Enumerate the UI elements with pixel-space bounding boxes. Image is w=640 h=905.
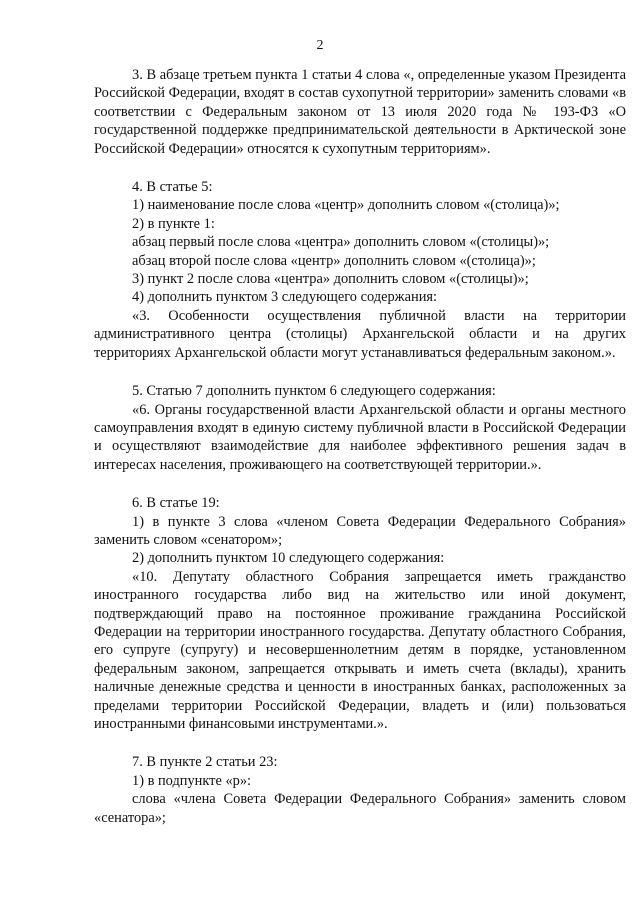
paragraph-5-quote: «6. Органы государственной власти Архангельской области и органы местного самоуправления входят в единую систему публичной власти в Российской Федерации и осуществляют взаимодействие для наиболее эффективного решения задач в интересах населения, проживающего на соответствующей территории.».	[94, 401, 626, 473]
document-body	[94, 66, 626, 827]
paragraph-3: 3. В абзаце третьем пункта 1 статьи 4 слова «, определенные указом Президента Российской Федерации, входят в состав сухопутной территории» заменить словами «в соответствии с Федеральным законом от 13 июля 2020 года № 193-ФЗ «О государственной поддержке предпринимательской деятельности в Арктической зоне Российской Федерации» относятся к сухопутным территориям».	[94, 67, 626, 157]
paragraph-7-heading: 7. В пункте 2 статьи 23:	[132, 754, 278, 771]
paragraph-4-heading: 4. В статье 5:	[132, 179, 213, 196]
paragraph-6-item-2: 2) дополнить пунктом 10 следующего содержания:	[132, 550, 445, 567]
paragraph-7-item-1: 1) в подпункте «р»:	[132, 772, 252, 789]
paragraph-6-quote: «10. Депутату областного Собрания запрещается иметь гражданство иностранного государства либо вид на жительство или иной документ, подтверждающий право на постоянное проживание гражданина Российской Федерации на территории иностранного государства. Депутату областного Собрания, его супруге (супругу) и несовершеннолетним детям в порядке, установленном федеральным законом, запрещается открывать и иметь счета (вклады), хранить наличные денежные средства и ценности в иностранных банках, расположенных за пределами территории Российской Федерации, владеть и (или) пользоваться иностранными финансовыми инструментами.».	[94, 568, 626, 732]
paragraph-4-item-1: 1) наименование после слова «центр» дополнить словом «(столица)»;	[132, 197, 560, 214]
paragraph-7-item-1-text: слова «члена Совета Федерации Федерального Собрания» заменить словом «сенатора»;	[94, 791, 626, 826]
paragraph-4-item-2-abzac-1: абзац первый после слова «центра» дополнить словом «(столицы)»;	[132, 234, 550, 251]
page-number: 2	[316, 38, 324, 53]
paragraph-4-item-4: 4) дополнить пунктом 3 следующего содержания:	[132, 289, 438, 306]
paragraph-6-item-1: 1) в пункте 3 слова «членом Совета Федерации Федерального Собрания» заменить словом «сенатором»;	[94, 513, 626, 548]
paragraph-4-item-2-abzac-2: абзац второй после слова «центр» дополнить словом «(столица)»;	[132, 252, 536, 269]
paragraph-4-item-2: 2) в пункте 1:	[132, 215, 215, 232]
paragraph-4-item-3: 3) пункт 2 после слова «центра» дополнить словом «(столицы)»;	[132, 271, 529, 288]
paragraph-6-heading: 6. В статье 19:	[132, 495, 220, 512]
paragraph-4-quote: «3. Особенности осуществления публичной власти на территории административного центра (столицы) Архангельской области и на других территориях Архангельской области могут устанавливаться федеральным законом.».	[94, 307, 626, 361]
paragraph-5-heading: 5. Статью 7 дополнить пунктом 6 следующего содержания:	[132, 383, 496, 400]
